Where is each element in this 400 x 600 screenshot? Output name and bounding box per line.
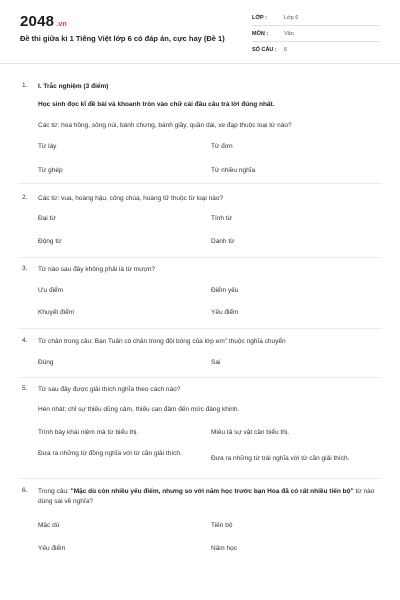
meta-value: Văn [284, 30, 294, 37]
meta-row-grade [252, 10, 380, 26]
question-text: Các từ: hoa hồng, sông núi, bánh chưng, bánh giầy, quần dài, xe đạp thuộc loại từ nào? [38, 122, 292, 129]
question-text: Từ sau đây được giải thích nghĩa theo cách nào? [38, 386, 181, 393]
option[interactable]: Từ láy [38, 143, 57, 150]
divider [18, 478, 382, 479]
meta-value: Lớp 6 [284, 14, 299, 21]
divider [18, 183, 382, 184]
question-text [38, 487, 383, 507]
option[interactable]: Trình bày khái niệm mà từ biểu thị. [38, 429, 139, 436]
meta-key: SỐ CÂU : [252, 47, 277, 53]
section-title: I. Trắc nghiệm (3 điểm) [38, 83, 109, 90]
question-text: Các từ: vua, hoàng hậu, công chúa, hoàng tử thuộc từ loại nào? [38, 195, 224, 202]
meta-key: LỚP : [252, 14, 267, 21]
exam-title: Đề thi giữa kì 1 Tiếng Việt lớp 6 có đáp án, cực hay (Đề 1) [20, 34, 225, 43]
option[interactable]: Đưa ra những từ đồng nghĩa với từ cần giải thích. [38, 450, 182, 457]
option[interactable]: Miêu tả sự vật cần biểu thị. [211, 429, 290, 436]
option[interactable]: Động từ [38, 238, 62, 245]
question-number: 3. [22, 265, 28, 272]
question-text-pre: Trong câu: [38, 488, 71, 495]
option[interactable]: Từ đơn [211, 143, 233, 150]
question-number: 5. [22, 385, 28, 392]
question-subtext: Hèn nhát: chỉ sự thiếu dũng cảm, thiếu can đảm đến mức đáng khinh. [38, 406, 240, 413]
option[interactable]: Mặc dù [38, 522, 60, 529]
option[interactable]: Tiến bộ [211, 522, 233, 529]
option[interactable]: Điểm yếu [211, 287, 239, 294]
question-number: 4. [22, 337, 28, 344]
question-text: Từ chân trong câu: Bạn Tuấn có chân trong đội bóng của lớp em" thuộc nghĩa chuyển [38, 338, 286, 345]
meta-key: MÔN : [252, 30, 269, 37]
meta-row-count [252, 42, 380, 58]
question-text-post: từ nào dùng sai về nghĩa? [38, 488, 375, 505]
option[interactable]: Đại từ [38, 215, 56, 222]
exam-meta [252, 10, 380, 58]
option[interactable]: Tính từ [211, 215, 232, 222]
divider [18, 257, 382, 258]
option[interactable]: Đúng [38, 359, 54, 366]
option[interactable]: Yếu điểm [38, 545, 66, 552]
question-instruction: Học sinh đọc kĩ đề bài và khoanh tròn vào chữ cái đầu câu trả lời đúng nhất. [38, 101, 275, 108]
logo-suffix: .vn [56, 21, 67, 28]
meta-value: 6 [284, 47, 288, 53]
option[interactable]: Ưu điểm [38, 287, 64, 294]
question-text: Từ nào sau đây không phải là từ mượn? [38, 266, 156, 273]
divider [18, 328, 382, 329]
option[interactable]: Danh từ [211, 238, 235, 245]
option[interactable]: Khuyết điểm [38, 309, 75, 316]
site-logo[interactable] [20, 13, 67, 30]
question-quote: "Mặc dù còn nhiều yếu điểm, nhưng so với năm học trước bạn Hoa đã có rất nhiều tiến bộ" [70, 488, 354, 495]
option[interactable]: Sai [211, 359, 221, 366]
logo-text: 2048 [20, 13, 55, 30]
question-number: 1. [22, 82, 28, 89]
option[interactable]: Đưa ra những từ trái nghĩa với từ cần giải thích. [211, 455, 350, 462]
divider [18, 377, 382, 378]
option[interactable]: Yếu điểm [211, 309, 239, 316]
question-number: 2. [22, 194, 28, 201]
option[interactable]: Từ ghép [38, 167, 63, 174]
page-header [0, 0, 400, 64]
option[interactable]: Năm học [211, 545, 238, 552]
meta-row-subject [252, 26, 380, 42]
question-number: 6. [22, 487, 28, 494]
option[interactable]: Từ nhiều nghĩa [211, 167, 256, 174]
